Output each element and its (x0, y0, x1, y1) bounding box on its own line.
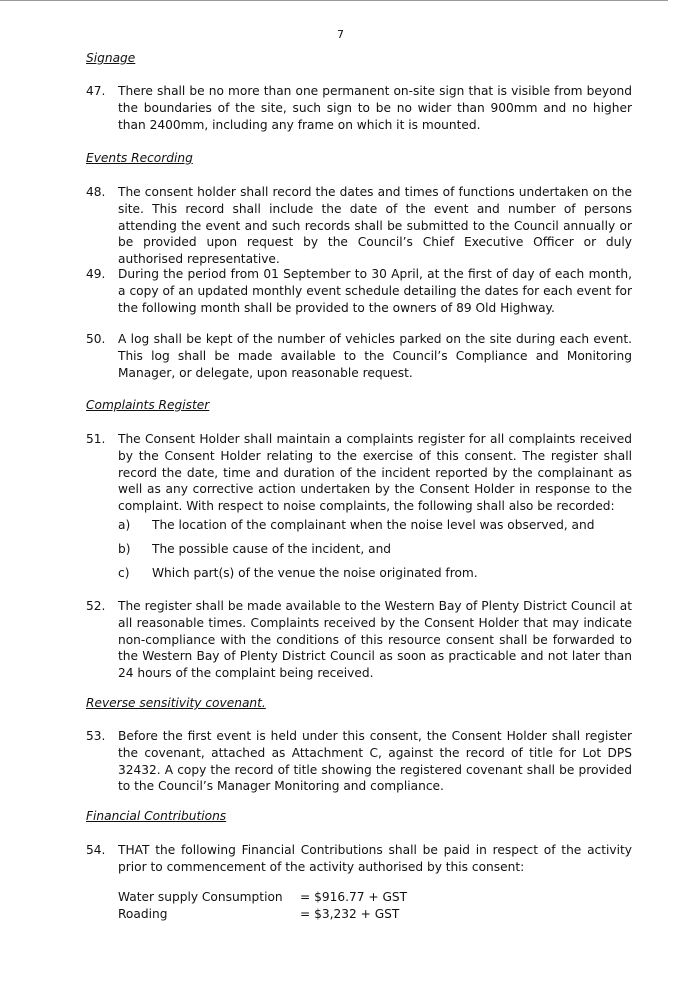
condition-number: 53. (86, 729, 106, 743)
sub-item-text: Which part(s) of the venue the noise originated from. (152, 566, 478, 580)
fee-amount: = $916.77 + GST (300, 890, 408, 904)
condition-number: 54. (86, 843, 106, 857)
condition-49 (86, 266, 632, 316)
sub-item-b (118, 541, 618, 558)
fee-amount: = $3,232 + GST (300, 907, 400, 921)
section-heading-complaints-register: Complaints Register (86, 398, 210, 412)
condition-54 (86, 842, 632, 876)
condition-text: THAT the following Financial Contributions shall be paid in respect of the activity prior to commencement of the activity authorised by this consent: (118, 843, 632, 874)
condition-text: During the period from 01 September to 30 April, at the first of day of each month, a copy of an updated monthly event schedule detailing the dates for each event for the following month shall be provided to the owners of 89 Old Highway. (118, 267, 632, 315)
sub-item-text: The possible cause of the incident, and (152, 542, 392, 556)
fee-label: Roading (118, 907, 168, 921)
section-heading-financial-contributions: Financial Contributions (86, 809, 227, 823)
condition-51 (86, 431, 632, 515)
sub-item-letter: a) (118, 518, 131, 532)
section-heading-events-recording: Events Recording (86, 151, 193, 165)
condition-text: The register shall be made available to the Western Bay of Plenty District Council at all reasonable times. Complaints received by the Consent Holder that may indicate non-compliance with the conditions of this resource consent shall be forwarded to the Western Bay of Plenty District Council as soon as practicable and not later than 24 hours of the complaint being received. (118, 599, 632, 681)
condition-number: 47. (86, 84, 106, 98)
condition-text: There shall be no more than one permanent on-site sign that is visible from beyond the boundaries of the site, such sign to be no wider than 900mm and no higher than 2400mm, including any frame on which it is mounted. (118, 84, 632, 132)
condition-number: 49. (86, 267, 106, 281)
condition-50 (86, 331, 632, 381)
sub-item-letter: c) (118, 566, 130, 580)
condition-text: The Consent Holder shall maintain a complaints register for all complaints received by the Consent Holder relating to the exercise of this consent. The register shall record the date, time and duration of the incident reported by the complainant as well as any corrective action undertaken by the Consent Holder in response to the complaint. With respect to noise complaints, the following shall also be recorded: (118, 432, 632, 514)
condition-text: The consent holder shall record the dates and times of functions undertaken on the site. This record shall include the date of the event and number of persons attending the event and such records shall be submitted to the Council annually or be provided upon request by the Council’s Chief Executive Officer or duly authorised representative. (118, 185, 632, 267)
sub-item-letter: b) (118, 542, 131, 556)
condition-number: 48. (86, 185, 106, 199)
top-rule (0, 0, 668, 1)
condition-48 (86, 184, 632, 268)
condition-53 (86, 728, 632, 795)
condition-number: 51. (86, 432, 106, 446)
sub-item-c (118, 565, 618, 582)
condition-number: 52. (86, 599, 106, 613)
condition-text: Before the first event is held under this consent, the Consent Holder shall register the covenant, attached as Attachment C, against the record of title for Lot DPS 32432. A copy the record of title showing the registered covenant shall be provided to the Council’s Manager Monitoring and compliance. (118, 729, 632, 794)
page-number: 7 (337, 28, 344, 41)
condition-text: A log shall be kept of the number of vehicles parked on the site during each event. This log shall be made available to the Council’s Compliance and Monitoring Manager, or delegate, upon reasonable request. (118, 332, 632, 380)
condition-52 (86, 598, 632, 682)
condition-47 (86, 83, 632, 133)
sub-item-a (118, 517, 618, 534)
condition-number: 50. (86, 332, 106, 346)
section-heading-reverse-sensitivity-covenant: Reverse sensitivity covenant. (86, 696, 266, 710)
sub-item-text: The location of the complainant when the noise level was observed, and (152, 518, 595, 532)
fee-label: Water supply Consumption (118, 890, 283, 904)
section-heading-signage: Signage (86, 51, 136, 65)
